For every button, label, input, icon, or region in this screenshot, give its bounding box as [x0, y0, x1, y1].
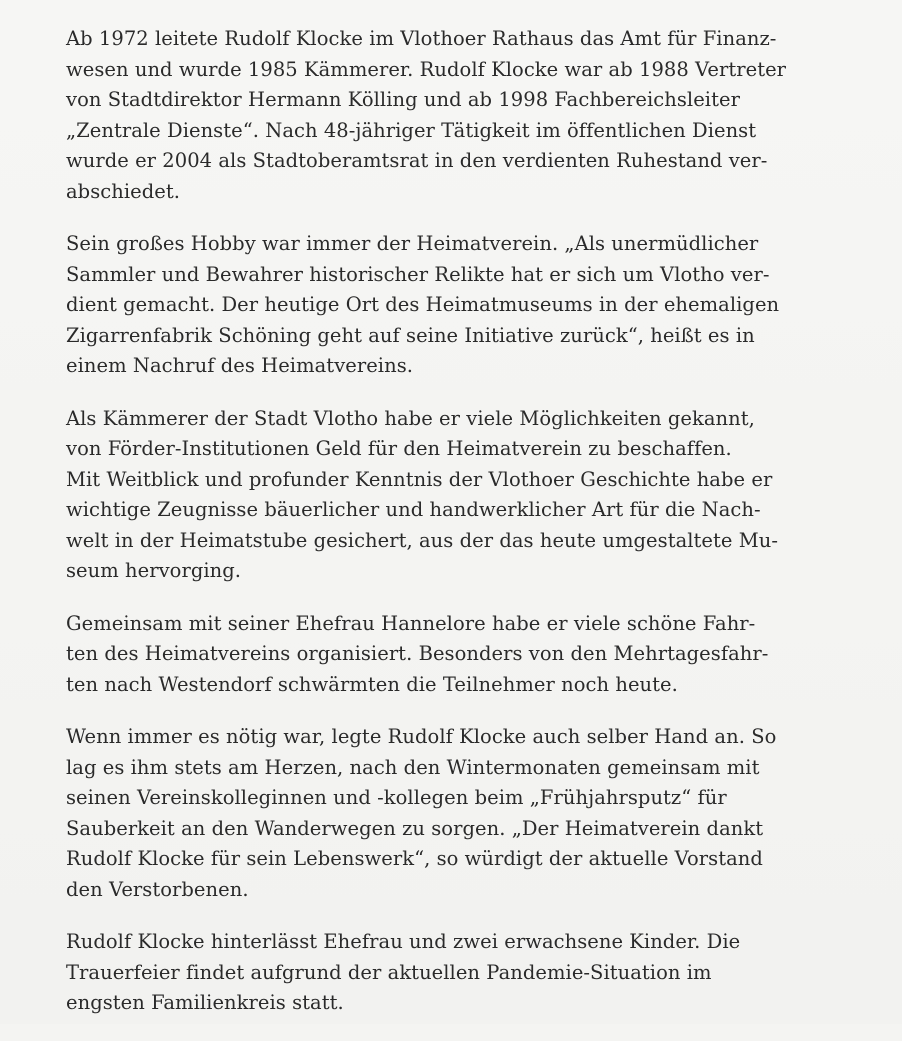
text-line: ten des Heimatvereins organisiert. Besonders von den Mehrtagesfahr-: [66, 642, 769, 665]
paragraph-hobby: [66, 229, 838, 382]
text-line: Als Kämmerer der Stadt Vlotho habe er viele Möglichkeiten gekannt,: [66, 406, 755, 430]
text-line: Mit Weitblick und profunder Kenntnis der Vlothoer Geschichte habe er: [66, 467, 773, 491]
text-line: seinen Vereinskolleginnen und -kollegen beim „Frühjahrsputz“ für: [66, 786, 727, 809]
text-line: wurde er 2004 als Stadtoberamtsrat in den verdienten Ruhestand ver-: [66, 149, 768, 172]
paragraph-career: [66, 24, 838, 207]
article-body: [66, 24, 838, 1041]
text-line: Sammler und Bewahrer historischer Relikte hat er sich um Vlotho ver-: [66, 262, 770, 286]
text-line: ten nach Westendorf schwärmten die Teilnehmer noch heute.: [66, 672, 678, 696]
text-line: den Verstorbenen.: [66, 877, 249, 901]
text-line: von Stadtdirektor Hermann Kölling und ab 1998 Fachbereichsleiter: [66, 88, 740, 111]
text-line: Sauberkeit an den Wanderwegen zu sorgen. „Der Heimatverein dankt: [66, 816, 764, 840]
paragraph-treasurer: [66, 404, 838, 587]
text-line: dient gemacht. Der heutige Ort des Heimatmuseums in der ehemaligen: [66, 293, 780, 316]
text-line: Gemeinsam mit seiner Ehefrau Hannelore habe er viele schöne Fahr-: [66, 611, 756, 635]
text-line: lag es ihm stets am Herzen, nach den Wintermonaten gemeinsam mit: [66, 755, 760, 779]
text-line: abschiedet.: [66, 179, 180, 203]
text-line: von Förder-Institutionen Geld für den Heimatverein zu beschaffen.: [66, 437, 732, 460]
text-line: einem Nachruf des Heimatvereins.: [66, 354, 414, 377]
text-line: engsten Familienkreis statt.: [66, 991, 344, 1014]
text-line: seum hervorging.: [66, 559, 242, 582]
paragraph-volunteering: [66, 722, 838, 905]
text-line: Sein großes Hobby war immer der Heimatverein. „Als unermüdlicher: [66, 232, 759, 255]
text-line: wichtige Zeugnisse bäuerlicher und handwerklicher Art für die Nach-: [66, 498, 761, 521]
text-line: Ab 1972 leitete Rudolf Klocke im Vlothoer Rathaus das Amt für Finanz-: [66, 27, 777, 50]
text-line: Wenn immer es nötig war, legte Rudolf Klocke auch selber Hand an. So: [66, 725, 777, 748]
paragraph-survivors: [66, 927, 838, 1019]
text-line: „Zentrale Dienste“. Nach 48-jähriger Tätigkeit im öffentlichen Dienst: [66, 118, 757, 142]
paragraph-trips: [66, 609, 838, 701]
text-line: wesen und wurde 1985 Kämmerer. Rudolf Klocke war ab 1988 Vertreter: [66, 57, 787, 81]
text-line: Zigarrenfabrik Schöning geht auf seine Initiative zurück“, heißt es in: [66, 323, 755, 347]
text-line: Rudolf Klocke hinterlässt Ehefrau und zwei erwachsene Kinder. Die: [66, 930, 741, 953]
text-line: welt in der Heimatstube gesichert, aus der das heute umgestaltete Mu-: [66, 528, 779, 552]
text-line: Trauerfeier findet aufgrund der aktuellen Pandemie-Situation im: [66, 960, 712, 984]
text-line: Rudolf Klocke für sein Lebenswerk“, so würdigt der aktuelle Vorstand: [66, 847, 763, 870]
